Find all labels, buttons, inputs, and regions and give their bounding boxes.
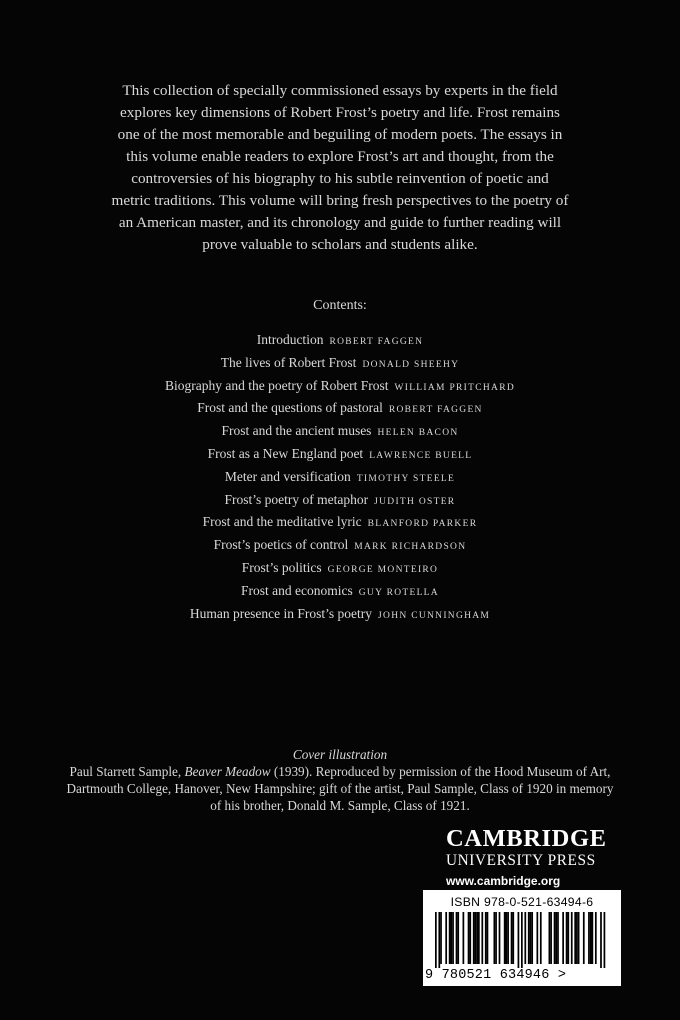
barcode-bar bbox=[438, 912, 440, 968]
barcode-bar bbox=[583, 912, 585, 964]
contents-title: Frost’s politics bbox=[241, 559, 322, 575]
barcode-bar bbox=[487, 912, 489, 964]
contents-item bbox=[0, 330, 680, 353]
barcode-bar bbox=[557, 912, 559, 964]
barcode-bar bbox=[531, 912, 533, 964]
contents-author: WILLIAM PRITCHARD bbox=[394, 382, 515, 393]
barcode-digits: 9 780521 634946 > bbox=[425, 968, 567, 983]
barcode-bar bbox=[506, 912, 508, 964]
barcode-bar bbox=[524, 912, 526, 964]
barcode-bar bbox=[600, 912, 602, 968]
contents-title: Frost and the ancient muses bbox=[221, 423, 372, 439]
barcode-bar bbox=[435, 912, 437, 968]
contents-author: ROBERT FAGGEN bbox=[388, 405, 483, 416]
isbn-label: ISBN 978-0-521-63494-6 bbox=[450, 895, 594, 909]
barcode-bar bbox=[595, 912, 597, 964]
contents-item bbox=[0, 467, 680, 490]
barcode-bar bbox=[512, 912, 514, 964]
barcode-bar bbox=[566, 912, 568, 964]
barcode-bar bbox=[554, 912, 556, 964]
barcode-bar bbox=[475, 912, 477, 964]
barcode-box bbox=[423, 890, 621, 986]
contents-item bbox=[0, 512, 680, 535]
barcode-bar bbox=[571, 912, 573, 964]
barcode-bar bbox=[463, 912, 465, 964]
contents-author: GUY ROTELLA bbox=[358, 587, 439, 598]
contents-title: Frost’s poetry of metaphor bbox=[224, 491, 369, 507]
contents-item bbox=[0, 398, 680, 421]
cover-illustration-credit bbox=[60, 746, 620, 814]
contents-author: MARK RICHARDSON bbox=[354, 542, 467, 553]
contents-title: Frost as a New England poet bbox=[207, 445, 364, 461]
publisher-url: www.cambridge.org bbox=[446, 874, 561, 888]
barcode-bar bbox=[493, 912, 495, 964]
contents-author: JOHN CUNNINGHAM bbox=[378, 610, 491, 621]
barcode-bar bbox=[499, 912, 501, 964]
barcode-bar bbox=[468, 912, 470, 964]
contents-item bbox=[0, 535, 680, 558]
contents-item bbox=[0, 490, 680, 513]
barcode-bar bbox=[507, 912, 509, 964]
contents-author: TIMOTHY STEELE bbox=[356, 473, 456, 484]
contents-heading: Contents: bbox=[313, 298, 367, 313]
barcode-bar bbox=[530, 912, 532, 964]
contents-author: GEORGE MONTEIRO bbox=[327, 564, 439, 575]
contents-title: Frost and the questions of pastoral bbox=[197, 400, 383, 416]
contents-title: Biography and the poetry of Robert Frost bbox=[165, 377, 389, 393]
contents-author: BLANFORD PARKER bbox=[367, 519, 478, 530]
cover-credit-text bbox=[60, 763, 620, 814]
barcode-bar bbox=[549, 912, 551, 964]
barcode-bar bbox=[450, 912, 452, 964]
contents-item bbox=[0, 581, 680, 604]
barcode-bar bbox=[592, 912, 594, 964]
contents-author: DONALD SHEEHY bbox=[362, 359, 460, 370]
contents-title: Frost’s poetics of control bbox=[213, 537, 349, 553]
contents-author: JUDITH OSTER bbox=[374, 496, 456, 507]
contents-author: HELEN BACON bbox=[377, 428, 459, 439]
contents-title: Introduction bbox=[256, 332, 324, 347]
contents-author: LAWRENCE BUELL bbox=[369, 450, 473, 461]
cover-illustration-heading: Cover illustration bbox=[292, 747, 388, 762]
barcode-bar bbox=[476, 912, 478, 964]
barcode-bar bbox=[521, 912, 523, 968]
barcode-bar bbox=[536, 912, 538, 964]
barcode-bar bbox=[495, 912, 497, 964]
cover-credit-detail: (1939). Reproduced by permission of the Hood Museum of Art, Dartmouth College, Hanover, New Hampshire; gift of the artist, Paul Sample, Class of 1920 in memory of his brother, Donald M. Sample, Class of 1921. bbox=[66, 764, 614, 813]
contents-item bbox=[0, 421, 680, 444]
barcode-bar bbox=[511, 912, 513, 964]
blurb-text: This collection of specially commissioned essays by experts in the field explores key dimensions of Robert Frost’s poetry and life. Frost remains one of the most memorable and beguiling of modern poets. The essays in this volume enable readers to explore Frost’s art and thought, from the controversies of his biography to his subtle reinvention of poetic and metric traditions. This volume will bring fresh perspectives to the poetry of an American master, and its chronology and guide to further reading will prove valuable to scholars and students alike. bbox=[111, 82, 569, 253]
barcode-bar bbox=[604, 912, 606, 968]
barcode-bar bbox=[473, 912, 475, 964]
contents-item bbox=[0, 604, 680, 627]
contents-item bbox=[0, 444, 680, 467]
contents-item bbox=[0, 558, 680, 581]
barcode-bar bbox=[588, 912, 590, 964]
barcode-bar bbox=[452, 912, 454, 964]
barcode-bar bbox=[449, 912, 451, 964]
barcode-bar bbox=[550, 912, 552, 964]
barcode-bar bbox=[562, 912, 564, 964]
barcode-bar bbox=[540, 912, 542, 964]
contents-author: ROBERT FAGGEN bbox=[329, 337, 424, 347]
contents-list bbox=[0, 330, 680, 626]
contents-title: Human presence in Frost’s poetry bbox=[189, 605, 373, 621]
contents-title: The lives of Robert Frost bbox=[220, 354, 357, 370]
barcode-bar bbox=[481, 912, 483, 964]
contents-title: Frost and economics bbox=[241, 582, 353, 598]
barcode-bar bbox=[590, 912, 592, 964]
publisher-logo bbox=[446, 826, 621, 888]
barcode-bar bbox=[578, 912, 580, 964]
barcode-bar bbox=[478, 912, 480, 964]
cover-artist: Paul Starrett Sample, bbox=[69, 764, 182, 779]
barcode-bar bbox=[485, 912, 487, 964]
barcode-bar bbox=[445, 912, 447, 964]
publisher-name-line1: CAMBRIDGE bbox=[446, 825, 607, 852]
barcode-bar bbox=[574, 912, 576, 964]
barcode-bar bbox=[576, 912, 578, 964]
barcode-bar bbox=[518, 912, 520, 968]
barcode-bar bbox=[567, 912, 569, 964]
barcode-bar bbox=[456, 912, 458, 964]
barcode-bar bbox=[440, 912, 442, 964]
cover-work-title: Beaver Meadow bbox=[184, 764, 271, 779]
contents-item bbox=[0, 353, 680, 376]
contents-title: Frost and the meditative lyric bbox=[202, 514, 362, 530]
barcode-image bbox=[435, 912, 609, 968]
contents-item bbox=[0, 376, 680, 399]
barcode-bar bbox=[528, 912, 530, 964]
publisher-name-line2: UNIVERSITY PRESS bbox=[446, 852, 596, 869]
barcode-bar bbox=[504, 912, 506, 964]
barcode-bar bbox=[555, 912, 557, 964]
barcode-bar bbox=[457, 912, 459, 964]
barcode-bar bbox=[469, 912, 471, 964]
contents-title: Meter and versification bbox=[224, 468, 351, 484]
